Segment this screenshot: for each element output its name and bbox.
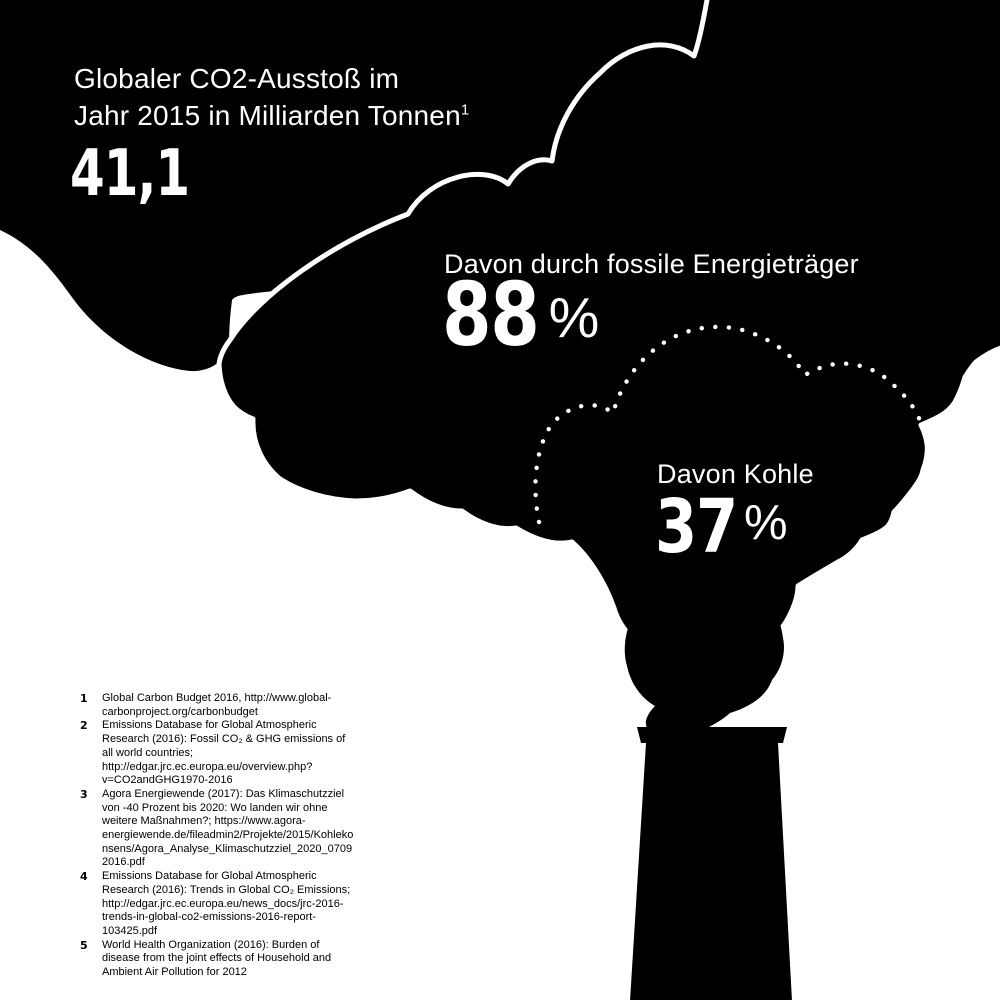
footnote-item xyxy=(80,719,356,788)
footnote-text: Emissions Database for Global Atmospheric Research (2016): Trends in Global CO₂ Emissions; http://edgar.jrc.ec.europa.eu/news_docs/jrc-2016-trends-in-global-co2-emissions-2016-report-103425.pdf xyxy=(102,870,351,937)
footnote-item xyxy=(80,870,356,939)
footnote-number: 5 xyxy=(80,938,88,952)
chart-title-line2: Jahr 2015 in Milliarden Tonnen$^1$ xyxy=(74,100,470,131)
footnote-number: 1 xyxy=(80,692,88,705)
footnote-text: Emissions Database for Global Atmospheric Research (2016): Fossil CO₂ & GHG emissions of all world countries; http://edgar.jrc.ec.europa.eu/overview.php?v=CO2andGHG1970-2016 xyxy=(102,719,346,787)
coal-share-percent-sign: % xyxy=(744,496,788,550)
fossil-share-percent-sign: % xyxy=(548,286,600,350)
footnote-item xyxy=(80,788,356,870)
footnote-text: Agora Energiewende (2017): Das Klimaschutzziel von -40 Prozent bis 2020: Wo landen wir ohne weitere Maßnahmen?; https://www.agora-energiewende.de/fileadmin2/Projekte/2015/Kohlekonsens/Agora_Analyse_Klimaschutzziel_2020_07092016.pdf xyxy=(102,787,354,869)
footnote-item xyxy=(80,692,356,719)
fossil-share-label: Davon durch fossile Energieträger xyxy=(444,249,859,279)
smoke-plume xyxy=(625,584,784,731)
footnote-number: 2 xyxy=(80,719,88,733)
chart-title-line1: Globaler CO2-Ausstoß im xyxy=(74,63,400,94)
chart-title xyxy=(74,60,494,134)
title-footnote-ref: 1 xyxy=(460,101,470,119)
footnote-number: 3 xyxy=(80,787,88,801)
footnote-text: Global Carbon Budget 2016, http://www.global-carbonproject.org/carbonbudget xyxy=(102,692,332,718)
coal-share-value xyxy=(655,484,788,570)
fossil-share-value xyxy=(442,264,600,366)
coal-share-number: 37 xyxy=(655,484,738,570)
coal-share-label: Davon Kohle xyxy=(657,459,814,489)
footnotes-list xyxy=(80,692,356,980)
fossil-share-number: 88 xyxy=(442,264,539,366)
chimney-lip xyxy=(637,727,787,743)
chimney-body xyxy=(630,743,792,1000)
total-emissions-value: 41,1 xyxy=(70,137,190,211)
footnote-item xyxy=(80,939,356,980)
footnote-number: 4 xyxy=(80,870,88,884)
footnote-text: World Health Organization (2016): Burden of disease from the joint effects of Household and Ambient Air Pollution for 2012 xyxy=(102,938,332,979)
